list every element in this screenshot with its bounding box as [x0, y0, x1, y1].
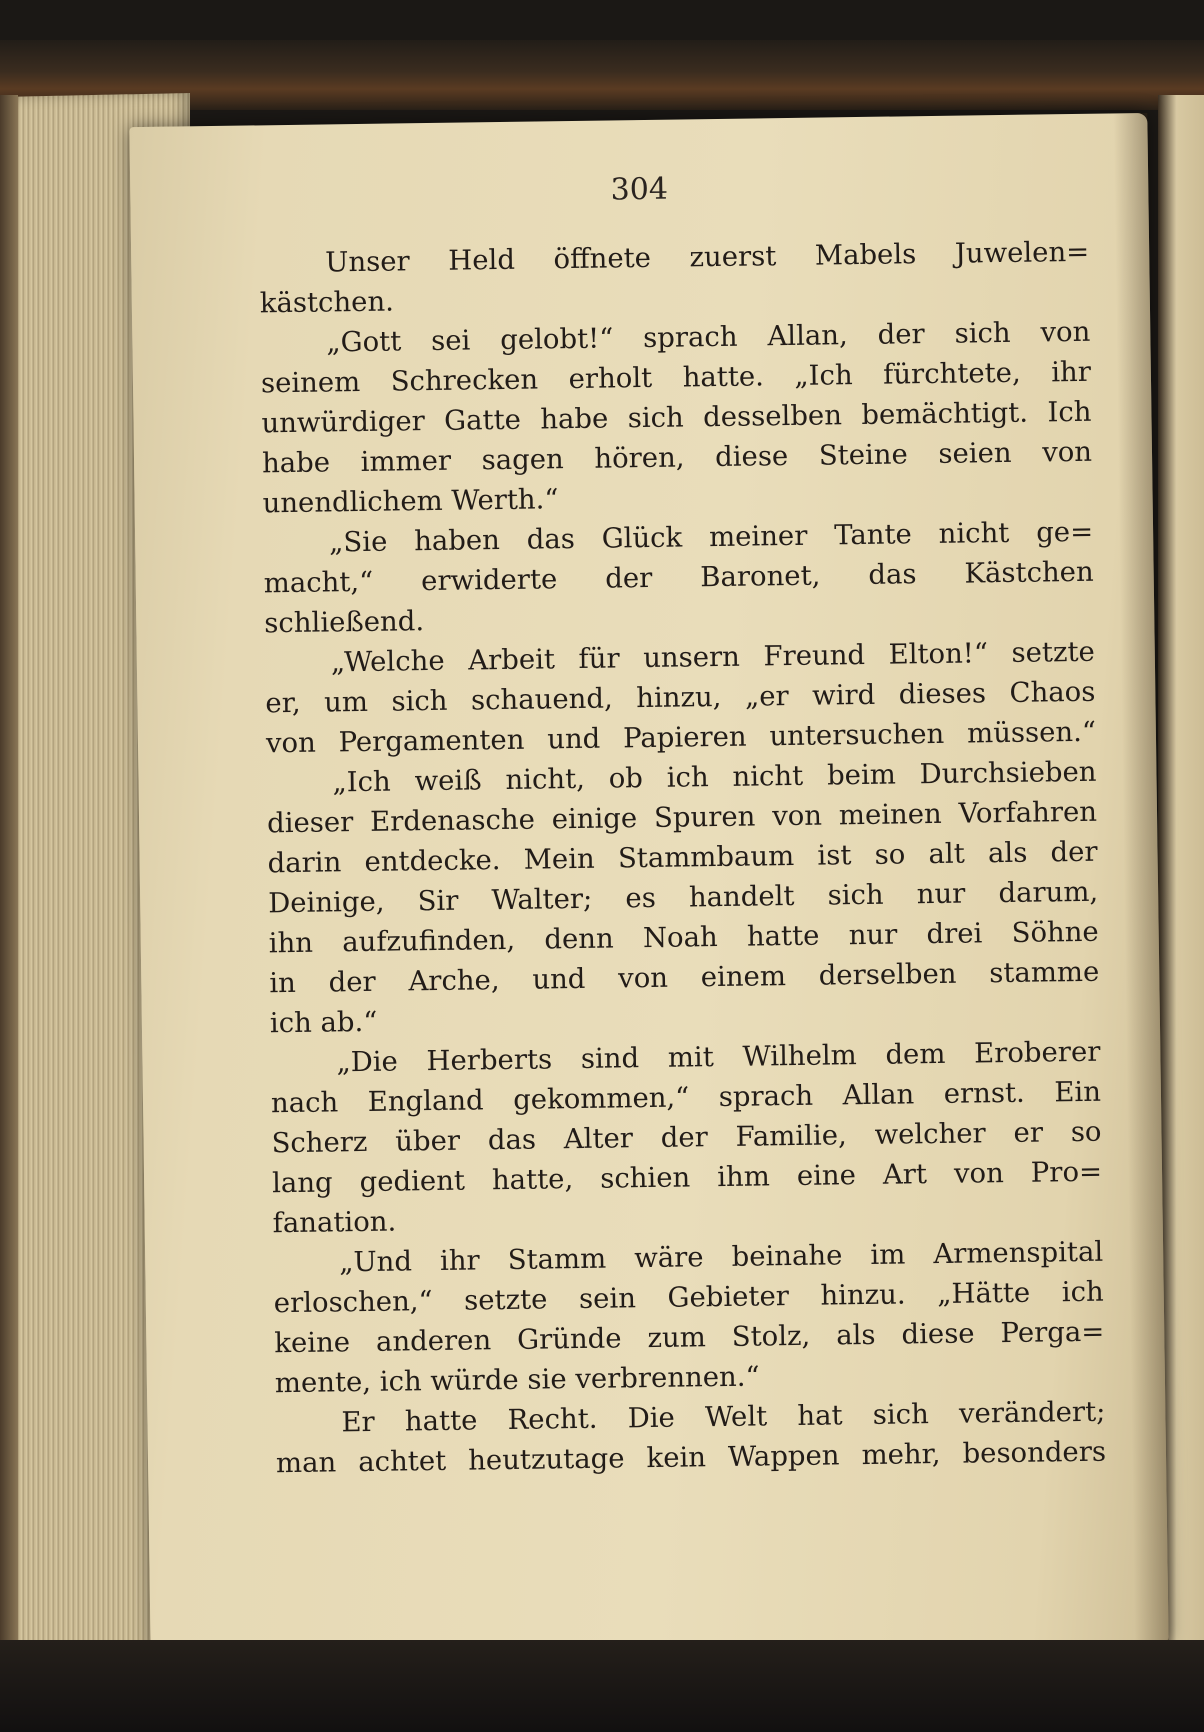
page-number: 304	[610, 171, 669, 208]
text-line: erloschen,“ setzte sein Gebieter hinzu. „Hätte ich	[273, 1275, 1104, 1320]
text-line: unendlichem Werth.“	[262, 483, 559, 520]
text-line: schließend.	[264, 605, 425, 640]
text-line: darin entdecke. Mein Stammbaum ist so alt als der	[267, 835, 1098, 880]
text-line: „Gott sei gelobt!“ sprach Allan, der sich von	[326, 315, 1091, 359]
text-line: in der Arche, und von einem derselben stamme	[269, 955, 1100, 1000]
text-line: unwürdiger Gatte habe sich desselben bemächtigt. Ich	[261, 395, 1092, 440]
text-line: macht,“ erwiderte der Baronet, das Kästchen	[263, 555, 1094, 600]
background-shadow	[0, 1640, 1204, 1732]
text-line: keine anderen Gründe zum Stolz, als diese Perga=	[274, 1315, 1105, 1360]
text-line: man achtet heutzutage kein Wappen mehr, besonders	[275, 1435, 1107, 1480]
text-line: ich ab.“	[269, 1005, 378, 1040]
text-line: lang gedient hatte, schien ihm eine Art von Pro=	[271, 1155, 1103, 1200]
text-line: Deinige, Sir Walter; es handelt sich nur darum,	[267, 875, 1099, 920]
text-line: fanation.	[272, 1205, 397, 1240]
text-line: „Sie haben das Glück meiner Tante nicht ge=	[328, 515, 1094, 559]
text-line: seinem Schrecken erholt hatte. „Ich fürchtete, ihr	[260, 355, 1092, 400]
text-line: „Ich weiß nicht, ob ich nicht beim Durchsieben	[332, 755, 1097, 799]
page-text	[259, 232, 1106, 1483]
text-line: mente, ich würde sie verbrennen.“	[274, 1360, 760, 1400]
book-page	[129, 113, 1168, 1657]
text-line: „Welche Arbeit für unsern Freund Elton!“ setzte	[330, 635, 1096, 679]
text-line: von Pergamenten und Papieren untersuchen müssen.“	[265, 715, 1097, 760]
text-line: kästchen.	[259, 285, 395, 320]
text-line: Er hatte Recht. Die Welt hat sich verändert;	[341, 1395, 1106, 1439]
text-line: „Die Herberts sind mit Wilhelm dem Eroberer	[336, 1035, 1101, 1079]
text-line: dieser Erdenasche einige Spuren von meinen Vorfahren	[266, 795, 1098, 840]
text-line: er, um sich schauend, hinzu, „er wird dieses Chaos	[265, 675, 1096, 720]
text-line: „Und ihr Stamm wäre beinahe im Armenspital	[339, 1235, 1104, 1279]
text-line: nach England gekommen,“ sprach Allan ernst. Ein	[270, 1075, 1102, 1120]
text-line: habe immer sagen hören, diese Steine seien von	[261, 435, 1093, 480]
cover-edge	[0, 95, 18, 1655]
text-line: ihn aufzufinden, denn Noah hatte nur drei Söhne	[268, 915, 1099, 960]
text-line: Unser Held öffnete zuerst Mabels Juwelen=	[325, 235, 1090, 279]
text-line: Scherz über das Alter der Familie, welcher er so	[271, 1115, 1102, 1160]
